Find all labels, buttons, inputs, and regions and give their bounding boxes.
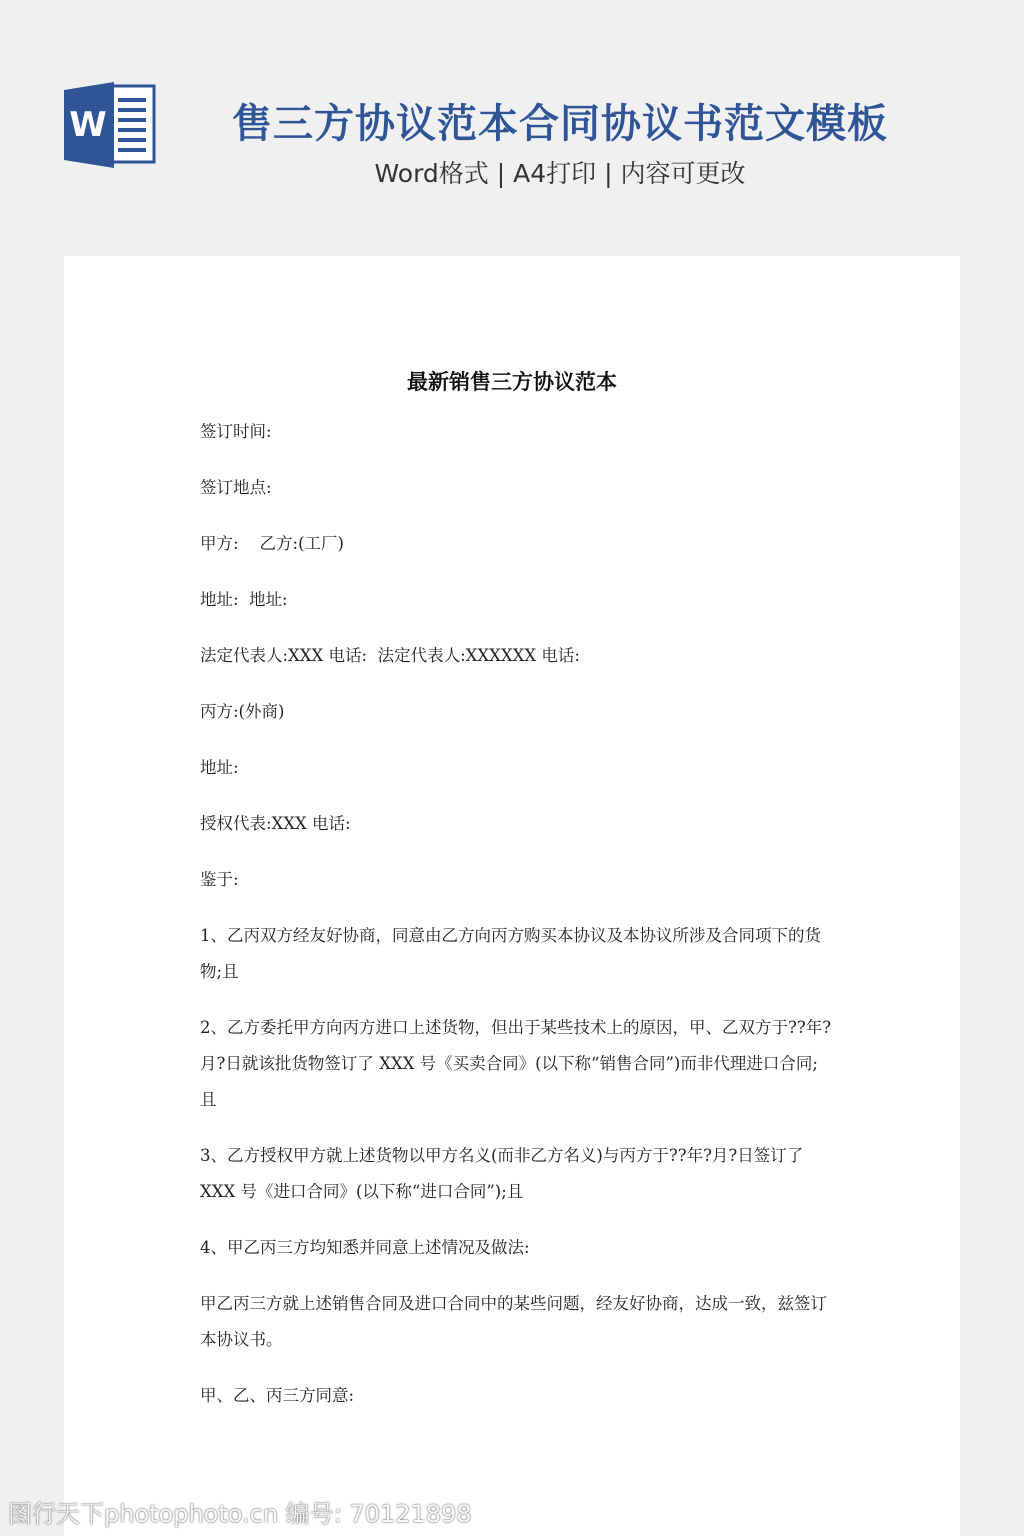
paragraph-signing-place: 签订地点: — [200, 478, 272, 497]
page-header — [0, 0, 1024, 240]
paragraph-clause-4: 4、甲乙丙三方均知悉并同意上述情况及做法: — [200, 1238, 530, 1257]
paragraph-agreement: 甲乙丙三方就上述销售合同及进口合同中的某些问题，经友好协商，达成一致，兹签订本协议书。 — [200, 1294, 827, 1349]
paragraph-clause-3: 3、乙方授权甲方就上述货物以甲方名义(而非乙方名义)与丙方于??年?月?日签订了 XXX 号《进口合同》(以下称“进口合同”);且 — [200, 1146, 809, 1201]
paragraph-signing-time: 签订时间: — [200, 422, 272, 441]
paragraph-whereas: 鉴于: — [200, 870, 239, 889]
document-title: 最新销售三方协议范本 — [407, 369, 617, 394]
paragraph-party-c: 丙方:(外商) — [200, 702, 285, 721]
page-title: 售三方协议范本合同协议书范文模板 — [232, 101, 888, 147]
paragraph-party-c-address: 地址: — [200, 758, 239, 777]
word-document-icon — [64, 80, 160, 170]
logo-letter: W — [69, 105, 107, 145]
paragraph-clause-1: 1、乙丙双方经友好协商，同意由乙方向丙方购买本协议及本协议所涉及合同项下的货物;且 — [200, 926, 821, 981]
paragraph-parties-a-b: 甲方: 乙方:(工厂) — [200, 534, 344, 553]
document-body — [200, 414, 832, 1434]
paragraph-authorized-rep: 授权代表:XXX 电话: — [200, 814, 351, 833]
watermark: 图行天下photophoto.cn 编号: 70121898 — [8, 1500, 472, 1528]
page-subtitle: Word格式 | A4打印 | 内容可更改 — [374, 159, 746, 188]
document-page — [64, 256, 960, 1536]
paragraph-clause-2: 2、乙方委托甲方向丙方进口上述货物，但出于某些技术上的原因，甲、乙双方于??年?月?日就该批货物签订了 XXX 号《买卖合同》(以下称“销售合同”)而非代理进口合同;且 — [200, 1018, 832, 1109]
paragraph-legal-representatives: 法定代表人:XXX 电话: 法定代表人:XXXXXX 电话: — [200, 646, 580, 665]
paragraph-parties-agree: 甲、乙、丙三方同意: — [200, 1386, 355, 1405]
paragraph-addresses: 地址: 地址: — [200, 590, 288, 609]
